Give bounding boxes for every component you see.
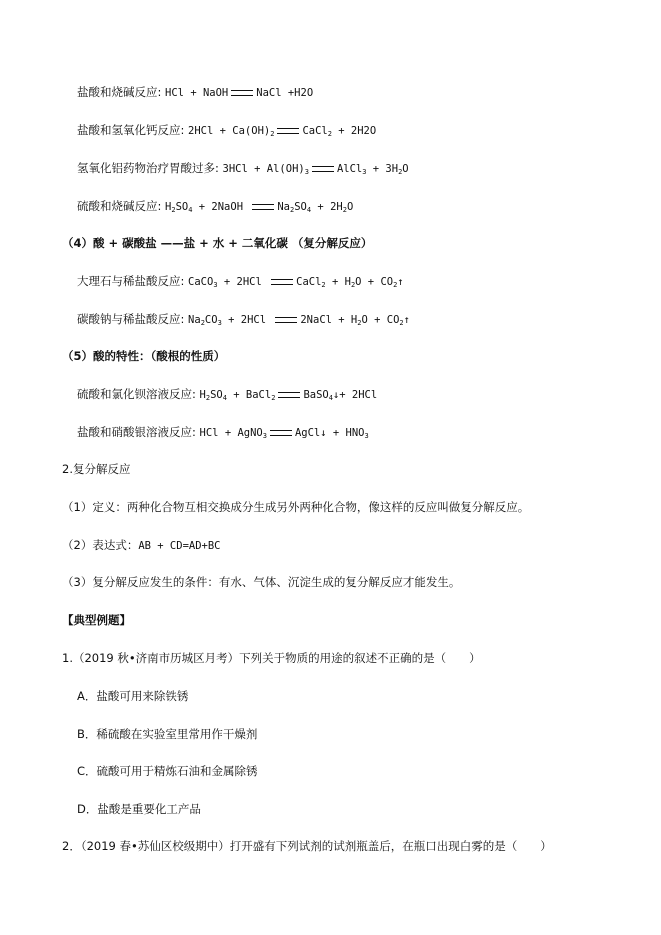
metathesis-conditions: （3）复分解反应发生的条件：有水、气体、沉淀生成的复分解反应才能发生。 [62, 575, 461, 589]
subscript: 3 [262, 432, 267, 440]
equals-sign [231, 90, 253, 96]
equation-right: NaCl +H2O [256, 87, 314, 99]
reaction-label: 硫酸和烧碱反应: [77, 199, 162, 213]
equation-text: 3HCl + Al(OH) [222, 163, 305, 175]
equation-text: Na [188, 314, 201, 326]
metathesis-definition: （1）定义：两种化合物互相交换成分生成另外两种化合物，像这样的反应叫做复分解反应。 [62, 500, 530, 514]
equation-text: HCl + AgNO [199, 427, 263, 439]
equation-right [295, 427, 369, 439]
equation-right [302, 125, 376, 137]
equation-text: BaSO [303, 389, 329, 401]
equation-right [300, 314, 410, 326]
equals-sign [252, 204, 274, 210]
section-4-heading: （4）酸 + 碳酸盐 ——盐 + 水 + 二氧化碳 （复分解反应） [62, 236, 373, 250]
subscript: 3 [364, 432, 369, 440]
equation-text: H [165, 201, 172, 213]
equation [188, 314, 272, 326]
expression-formula: AB + CD=AD+BC [138, 540, 221, 552]
reaction-label: 盐酸和硝酸银溶液反应: [77, 425, 196, 439]
subscript: 3 [304, 168, 309, 176]
subscript: 2 [393, 281, 398, 289]
equation-text: 2NaCl + H [300, 314, 358, 326]
reaction-label: 氢氧化铝药物治疗胃酸过多: [77, 161, 219, 175]
metathesis-title: 2.复分解反应 [62, 462, 131, 476]
question-1-option-d: D．盐酸是重要化工产品 [77, 802, 201, 816]
question-1-option-b: B．稀硫酸在实验室里常用作干燥剂 [77, 727, 258, 741]
subscript: 2 [200, 319, 205, 327]
equation-right [337, 163, 409, 175]
equation-text: + 2HCl [221, 314, 273, 326]
equation [223, 163, 309, 175]
equals-sign [312, 166, 334, 172]
subscript: 2 [357, 319, 362, 327]
subscript: 2 [399, 319, 404, 327]
equation-text: + 2HCl [217, 276, 269, 288]
subscript: 4 [306, 206, 312, 214]
examples-heading: 【典型例题】 [62, 613, 131, 627]
subscript: 4 [328, 394, 333, 402]
equation [165, 201, 249, 213]
question-1-option-c: C．硫酸可用于精炼石油和金属除锈 [77, 764, 258, 778]
equation-text: Na [277, 201, 291, 213]
reaction-label: 碳酸钠与稀盐酸反应: [77, 312, 185, 326]
section-5-heading: （5）酸的特性：（酸根的性质） [62, 349, 226, 363]
equals-sign [275, 317, 297, 323]
reaction-aloh3 [77, 160, 409, 177]
equation-right [303, 389, 377, 401]
subscript: 2 [327, 130, 332, 138]
equation-left [188, 125, 274, 137]
equation-text: CO [204, 314, 218, 326]
equation [200, 427, 267, 439]
question-1-option-a: A．盐酸可用来除铁锈 [77, 689, 189, 703]
equation-text: + BaCl [226, 389, 272, 401]
up-arrow: ↑ [403, 314, 410, 326]
subscript: 2 [350, 281, 356, 289]
equation-text: SO [294, 201, 307, 213]
subscript: 2 [171, 206, 176, 214]
equals-sign [270, 430, 292, 436]
reaction-label: 盐酸和烧碱反应: [77, 85, 162, 99]
equation-text: + 2NaOH [192, 201, 250, 213]
up-arrow: ↑ [397, 276, 404, 288]
reaction-caco3 [77, 273, 404, 290]
reaction-bacl2 [77, 386, 377, 403]
subscript: 2 [205, 394, 211, 402]
metathesis-expression [62, 537, 221, 554]
equals-sign [271, 279, 293, 285]
equation [200, 389, 276, 401]
equation-text: + H [325, 276, 351, 288]
equation-text: CaCl [296, 276, 322, 288]
subscript: 4 [222, 394, 227, 402]
equation-text: O + CO [361, 314, 400, 326]
reaction-label: 盐酸和氢氧化钙反应: [77, 123, 185, 137]
equation-text: CaCO [188, 276, 214, 288]
equation-text: O [346, 201, 354, 213]
equation-text: CaCl [302, 125, 328, 137]
question-2-stem: 2．（2019 春•苏仙区校级期中）打开盛有下列试剂的试剂瓶盖后，在瓶口出现白雾的是（ ） [62, 839, 552, 853]
equation [188, 276, 268, 288]
equation-text: SO [175, 201, 189, 213]
subscript: 3 [213, 281, 218, 289]
equation-text: + 2H2O [331, 125, 377, 137]
subscript: 3 [217, 319, 222, 327]
equation-text: AgCl↓ + HNO [294, 427, 365, 439]
subscript: 2 [271, 394, 276, 402]
equation-text: + 2H [311, 201, 343, 213]
subscript: 4 [188, 206, 193, 214]
subscript: 3 [362, 168, 367, 176]
subscript: 2 [290, 206, 295, 214]
reaction-na2co3 [77, 311, 410, 328]
reaction-label: 硫酸和氯化钡溶液反应: [77, 387, 196, 401]
subscript: 2 [398, 168, 403, 176]
question-1-stem: 1.（2019 秋•济南市历城区月考）下列关于物质的用途的叙述不正确的是（ ） [62, 651, 481, 665]
equation-right [296, 276, 404, 288]
subscript: 2 [342, 206, 347, 214]
equation-right [277, 201, 353, 213]
equation-text: SO [210, 389, 223, 401]
equation-left: HCl + NaOH [165, 87, 229, 99]
reaction-agno3 [77, 424, 369, 441]
reaction-label: 大理石与稀盐酸反应: [77, 274, 185, 288]
reaction-h2so4-naoh [77, 198, 353, 215]
equals-sign [277, 128, 299, 134]
equation-text: ↓+ 2HCl [332, 389, 378, 401]
equation-text: O + CO [355, 276, 394, 288]
expression-label: （2）表达式： [62, 538, 139, 552]
equation-text: + 3H [366, 163, 399, 175]
equation-text: H [199, 389, 206, 401]
equation-text: O [402, 163, 409, 175]
reaction-hcl-caoh2 [77, 122, 376, 139]
equation-text: AlCl [336, 163, 363, 175]
equation-text: 2HCl + Ca(OH) [188, 125, 271, 137]
subscript: 2 [321, 281, 326, 289]
subscript: 2 [270, 130, 275, 138]
reaction-hcl-naoh [77, 84, 313, 101]
equals-sign [278, 392, 300, 398]
